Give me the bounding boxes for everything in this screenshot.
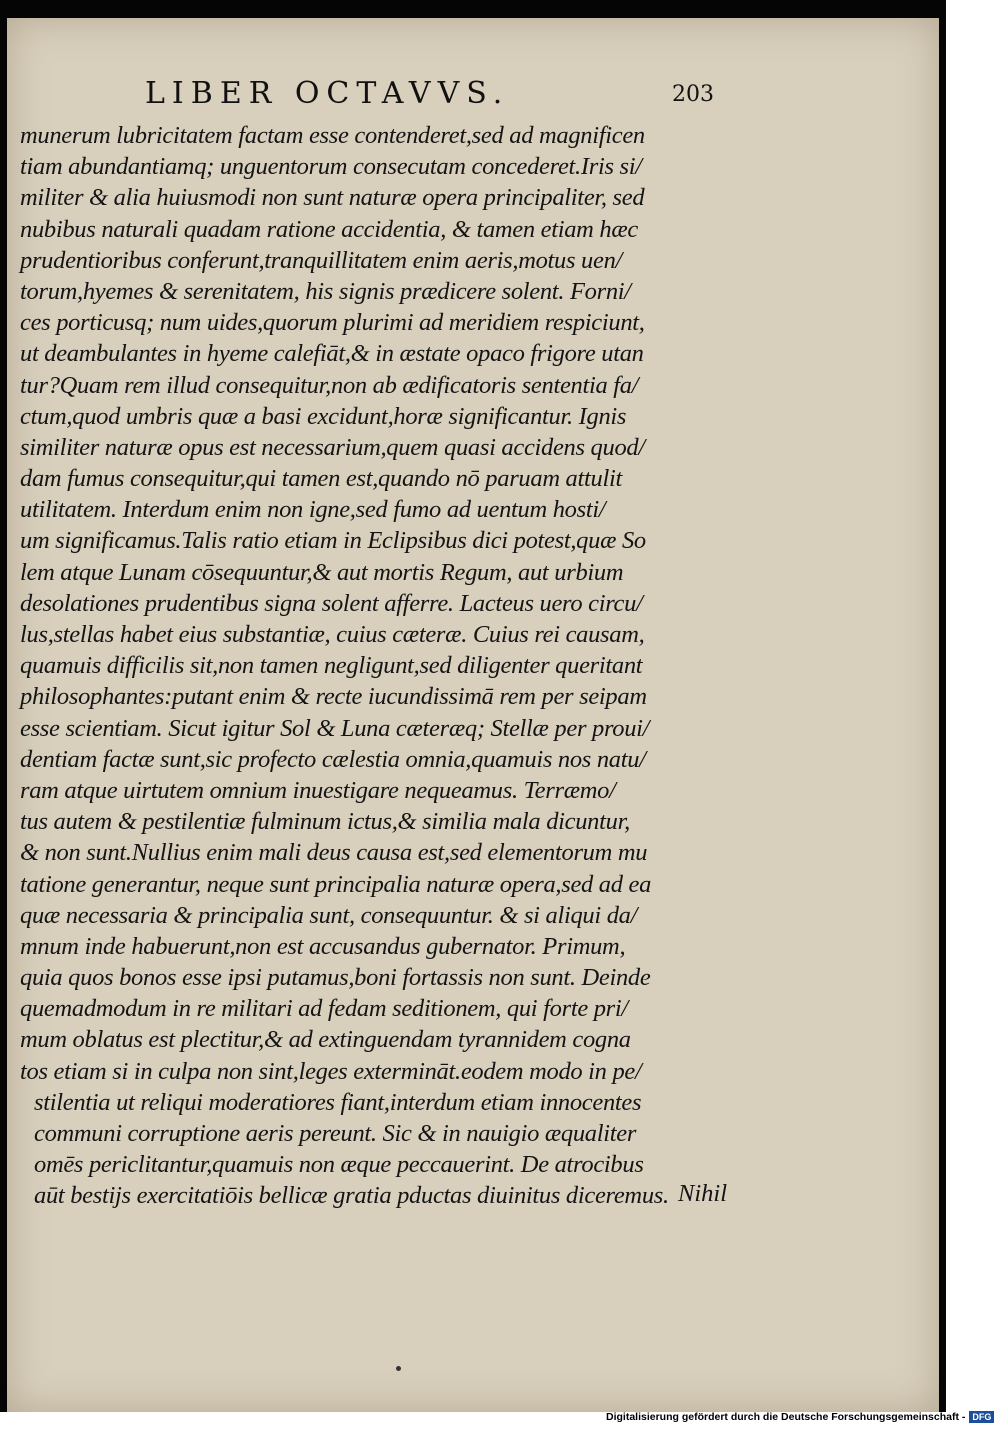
text-line: tatione generantur, neque sunt principalia naturæ opera,sed ad ea [20, 870, 652, 898]
text-line: quia quos bonos esse ipsi putamus,boni fortassis non sunt. Deinde [20, 964, 651, 992]
text-line: tur?Quam rem illud consequitur,non ab ædificatoris sententia fa/ [20, 371, 639, 399]
text-line: omēs periclitantur,quamuis non æque peccauerint. De atrocibus [34, 1151, 644, 1179]
body-text [20, 120, 745, 1212]
text-line: ces porticusq; num uides,quorum plurimi ad meridiem respiciunt, [20, 309, 645, 337]
text-line: tos etiam si in culpa non sint,leges extermināt.eodem modo in pe/ [20, 1057, 642, 1085]
text-line: lus,stellas habet eius substantiæ, cuius cæteræ. Cuius rei causam, [20, 621, 645, 648]
text-line: dentiam factæ sunt,sic profecto cælestia omnia,quamuis nos natu/ [20, 745, 646, 773]
text-line: ctum,quod umbris quæ a basi excidunt,horæ significantur. Ignis [20, 402, 627, 430]
text-line: mum oblatus est plectitur,& ad extinguendam tyrannidem cogna [20, 1026, 631, 1054]
dfg-logo: DFG [969, 1411, 994, 1423]
text-line: um significamus.Talis ratio etiam in Eclipsibus dici potest,quæ So [20, 527, 646, 555]
text-line: stilentia ut reliqui moderatiores fiant,interdum etiam innocentes [34, 1088, 642, 1116]
text-line: aūt bestijs exercitatiōis bellicæ gratia pductas diuinitus diceremus. [34, 1182, 669, 1210]
text-line: militer & alia huiusmodi non sunt naturæ opera principaliter, sed [20, 184, 645, 212]
text-line: ram atque uirtutem omnium inuestigare nequeamus. Terræmo/ [20, 776, 616, 804]
footer-text: Digitalisierung gefördert durch die Deutsche Forschungsgemeinschaft - [606, 1411, 966, 1423]
page-number: 203 [672, 82, 714, 107]
text-line: dam fumus consequitur,qui tamen est,quando nō paruam attulit [20, 465, 622, 493]
text-line: tiam abundantiamq; unguentorum consecutam concederet.Iris si/ [20, 153, 642, 181]
text-line: mnum inde habuerunt,non est accusandus gubernator. Primum, [20, 932, 626, 960]
ink-speck [396, 1366, 401, 1371]
text-line: lem atque Lunam cōsequuntur,& aut mortis Regum, aut urbium [20, 558, 624, 586]
text-line: nubibus naturali quadam ratione accidentia, & tamen etiam hæc [20, 215, 638, 243]
text-line: similiter naturæ opus est necessarium,quem quasi accidens quod/ [20, 433, 645, 461]
text-line: torum,hyemes & serenitatem, his signis prædicere solent. Forni/ [20, 277, 631, 305]
text-line: communi corruptione aeris pereunt. Sic & in nauigio æqualiter [34, 1120, 637, 1147]
text-line: utilitatem. Interdum enim non igne,sed fumo ad uentum hosti/ [20, 496, 606, 524]
text-line: philosophantes:putant enim & recte iucundissimā rem per seipam [20, 683, 647, 711]
text-line: prudentioribus conferunt,tranquillitatem enim aeris,motus uen/ [20, 246, 623, 274]
running-head: LIBER OCTAVVS. [145, 76, 510, 111]
footer-credit [606, 1411, 994, 1423]
text-line: esse scientiam. Sicut igitur Sol & Luna cæteræq; Stellæ per proui/ [20, 714, 650, 742]
text-line: & non sunt.Nullius enim mali deus causa est,sed elementorum mu [20, 839, 648, 867]
text-line: tus autem & pestilentiæ fulminum ictus,& similia mala dicuntur, [20, 808, 630, 836]
text-line: quamuis difficilis sit,non tamen negligunt,sed diligenter queritant [20, 652, 643, 680]
text-line: munerum lubricitatem factam esse contenderet,sed ad magnificen [20, 122, 645, 149]
text-line: quemadmodum in re militari ad fedam seditionem, qui forte pri/ [20, 995, 628, 1023]
catchword: Nihil [678, 1180, 728, 1207]
text-line: ut deambulantes in hyeme calefiāt,& in æstate opaco frigore utan [20, 340, 644, 368]
text-line: quæ necessaria & principalia sunt, consequuntur. & si aliqui da/ [20, 901, 638, 929]
text-line: desolationes prudentibus signa solent afferre. Lacteus uero circu/ [20, 589, 643, 617]
